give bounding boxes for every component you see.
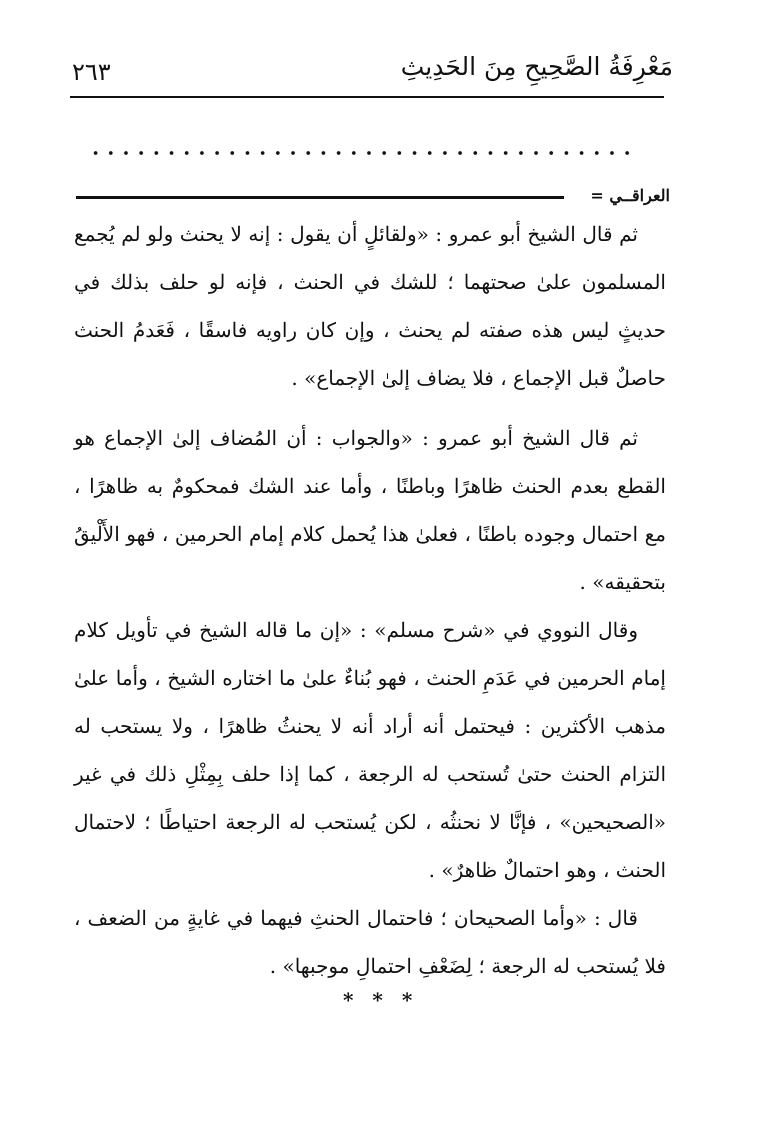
page-number: ٢٦٣ [72, 58, 111, 86]
header-rule [70, 96, 664, 98]
commentator-label: العراقــي = [590, 186, 670, 205]
running-header-title: مَعْرِفَةُ الصَّحِيحِ مِنَ الحَدِيثِ [400, 52, 673, 81]
paragraph: ثم قال الشيخ أبو عمرو : «ولقائلٍ أن يقول : إنه لا يحنث ولو لم يُجمع المسلمون علىٰ صحتهما ؛ للشك في الحنث ، فإنه لو حلف بذلك في حديثٍ ليس هذه صفته لم يحنث ، وإن كان راويه فاسقًا ، فَعَدمُ الحنث حاصلٌ قبل الإجماع ، فلا يضاف إلىٰ الإجماع» . [74, 222, 666, 390]
paragraph: وقال النووي في «شرح مسلم» : «إن ما قاله الشيخ في تأويل كلام إمام الحرمين في عَدَمِ الحنث ، فهو بُناءٌ علىٰ ما اختاره الشيخ ، وأما علىٰ مذهب الأكثرين : فيحتمل أنه أراد أنه لا يحنثُ ظاهرًا ، ولا يستحب له التزام الحنث حتىٰ تُستحب له الرجعة ، كما إذا حلف بِمِثْلِ ذلك في غير «الصحيحين» ، فإنَّا لا نحنثُه ، لكن يُستحب له الرجعة احتياطًا ؛ لاحتمال الحنث ، وهو احتمالٌ ظاهرٌ» . [74, 618, 666, 882]
section-end-asterisks: * * * [343, 988, 419, 1012]
section-rule [76, 196, 564, 199]
dotted-separator [88, 150, 633, 156]
paragraph: ثم قال الشيخ أبو عمرو : «والجواب : أن المُضاف إلىٰ الإجماع هو القطع بعدم الحنث ظاهرًا وباطنًا ، وأما عند الشك فمحكومٌ به ظاهرًا ، مع احتمال وجوده باطنًا ، فعلىٰ هذا يُحمل كلام إمام الحرمين ، فهو الأَلْيقُ بتحقيقه» . [74, 426, 666, 594]
paragraph: قال : «وأما الصحيحان ؛ فاحتمال الحنثِ فيهما في غايةٍ من الضعف ، فلا يُستحب له الرجعة ؛ لِضَعْفِ احتمالِ موجبها» . [74, 906, 666, 978]
